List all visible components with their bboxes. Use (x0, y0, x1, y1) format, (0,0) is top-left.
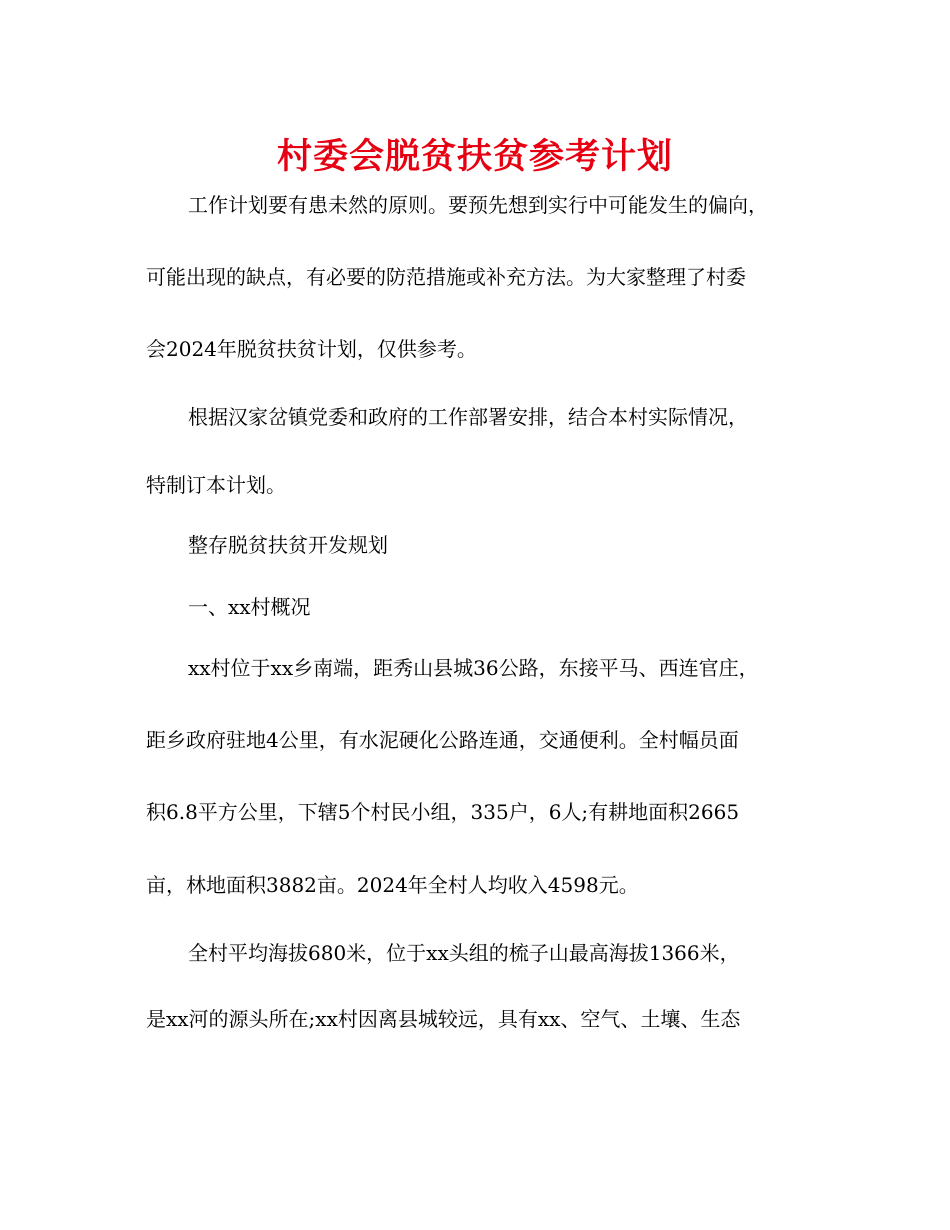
document-title: 村委会脱贫扶贫参考计划 (276, 137, 673, 177)
paragraph-line: 会2024年脱贫扶贫计划，仅供参考。 (146, 337, 477, 361)
section-heading: 一、xx村概况 (188, 595, 311, 619)
paragraph-line: 积6.8平方公里，下辖5个村民小组，335户，6人;有耕地面积2665 (146, 800, 740, 824)
paragraph-line: 可能出现的缺点，有必要的防范措施或补充方法。为大家整理了村委 (146, 265, 746, 289)
paragraph-line: 亩，林地面积3882亩。2024年全村人均收入4598元。 (146, 873, 639, 897)
paragraph-line: 特制订本计划。 (146, 473, 286, 497)
paragraph-line: 根据汉家岔镇党委和政府的工作部署安排，结合本村实际情况， (188, 405, 748, 429)
paragraph-line: 是xx河的源头所在;xx村因离县城较远，具有xx、空气、土壤、生态 (146, 1007, 741, 1031)
paragraph-line: 全村平均海拔680米，位于xx头组的梳子山最高海拔1366米， (188, 941, 740, 965)
section-heading: 整存脱贫扶贫开发规划 (188, 533, 388, 557)
paragraph-line: xx村位于xx乡南端，距秀山县城36公路，东接平马、西连官庄， (188, 656, 759, 680)
paragraph-line: 工作计划要有患未然的原则。要预先想到实行中可能发生的偏向， (188, 193, 768, 217)
paragraph-line: 距乡政府驻地4公里，有水泥硬化公路连通，交通便利。全村幅员面 (146, 728, 739, 752)
